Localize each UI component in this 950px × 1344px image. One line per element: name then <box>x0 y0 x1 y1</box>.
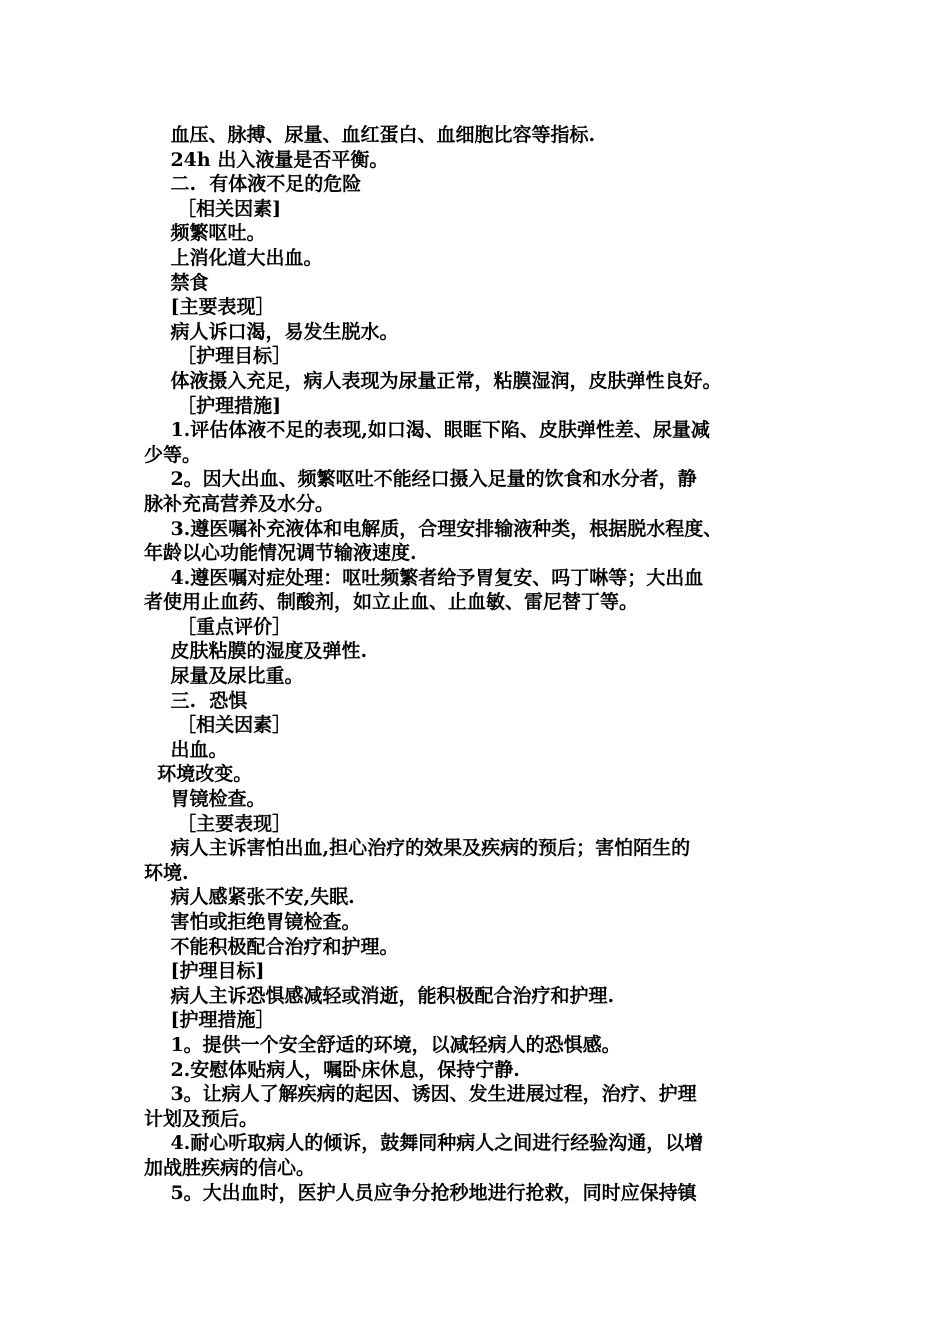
text-line: 皮肤粘膜的湿度及弹性. <box>144 640 368 663</box>
text-line: 脉补充高营养及水分。 <box>144 492 335 515</box>
text-line: 2.安慰体贴病人，嘱卧床休息，保持宁静. <box>144 1058 520 1081</box>
text-line: 血压、脉搏、尿量、血红蛋白、血细胞比容等指标. <box>144 124 596 146</box>
text-line: ［相关因素］ <box>144 714 292 737</box>
text-line: 禁食 <box>144 271 209 294</box>
document-body <box>144 123 824 1205</box>
text-line: ［护理目标］ <box>144 345 292 368</box>
text-line: 上消化道大出血。 <box>144 246 323 269</box>
text-line: ［重点评价］ <box>144 615 292 638</box>
text-line: [主要表现］ <box>144 296 275 319</box>
text-line: 计划及预后。 <box>144 1107 259 1130</box>
text-line: 病人诉口渴，易发生脱水。 <box>144 320 399 343</box>
text-line: 频繁呕吐。 <box>144 222 266 245</box>
text-line: [护理措施］ <box>144 1009 275 1032</box>
text-line: 1.评估体液不足的表现,如口渴、眼眶下陷、皮肤弹性差、尿量减 <box>144 419 710 442</box>
text-line: 4.耐心听取病人的倾诉，鼓舞同种病人之间进行经验沟通，以增 <box>144 1132 704 1155</box>
text-line: 3。让病人了解疾病的起因、诱因、发生进展过程，治疗、护理 <box>144 1083 697 1106</box>
text-line: 病人感紧张不安,失眠. <box>144 886 355 909</box>
text-line: 24h 出入液量是否平衡。 <box>144 148 389 171</box>
text-line: [护理目标] <box>144 960 265 983</box>
text-line: 1。提供一个安全舒适的环境，以减轻病人的恐惧感。 <box>144 1033 621 1056</box>
text-line: 害怕或拒绝胃镜检查。 <box>144 911 361 933</box>
text-line: ［相关因素] <box>144 197 282 220</box>
text-line: 二. 有体液不足的危险 <box>144 173 362 196</box>
text-line: 体液摄入充足，病人表现为尿量正常，粘膜湿润，皮肤弹性良好。 <box>144 369 722 392</box>
text-line: 出血。 <box>144 738 228 761</box>
text-line: 少等。 <box>144 443 202 466</box>
text-line: 年龄以心功能情况调节输液速度. <box>144 542 417 565</box>
text-line: 环境改变。 <box>144 763 253 786</box>
text-line: ［主要表现］ <box>144 812 292 835</box>
text-line: 胃镜检查。 <box>144 788 266 811</box>
text-line: 不能积极配合治疗和护理。 <box>144 935 399 958</box>
text-line: 加战胜疾病的信心。 <box>144 1156 316 1179</box>
text-line: 病人主诉害怕出血,担心治疗的效果及疾病的预后；害怕陌生的 <box>144 837 691 860</box>
text-line: 5。大出血时，医护人员应争分抢秒地进行抢救，同时应保持镇 <box>144 1181 697 1204</box>
text-line: 病人主诉恐惧感减轻或消逝，能积极配合治疗和护理. <box>144 984 615 1007</box>
text-line: ［护理措施] <box>144 394 282 417</box>
text-line: 4.遵医嘱对症处理：呕吐频繁者给予胃复安、吗丁啉等；大出血 <box>144 566 704 589</box>
text-line: 2。因大出血、频繁呕吐不能经口摄入足量的饮食和水分者，静 <box>144 468 697 491</box>
text-line: 3.遵医嘱补充液体和电解质，合理安排输液种类，根据脱水程度、 <box>144 517 723 540</box>
text-line: 环境. <box>144 861 189 884</box>
text-line: 三. 恐惧 <box>144 689 248 712</box>
text-line: 者使用止血药、制酸剂，如立止血、止血敏、雷尼替丁等。 <box>144 591 639 614</box>
text-line: 尿量及尿比重。 <box>144 665 304 688</box>
